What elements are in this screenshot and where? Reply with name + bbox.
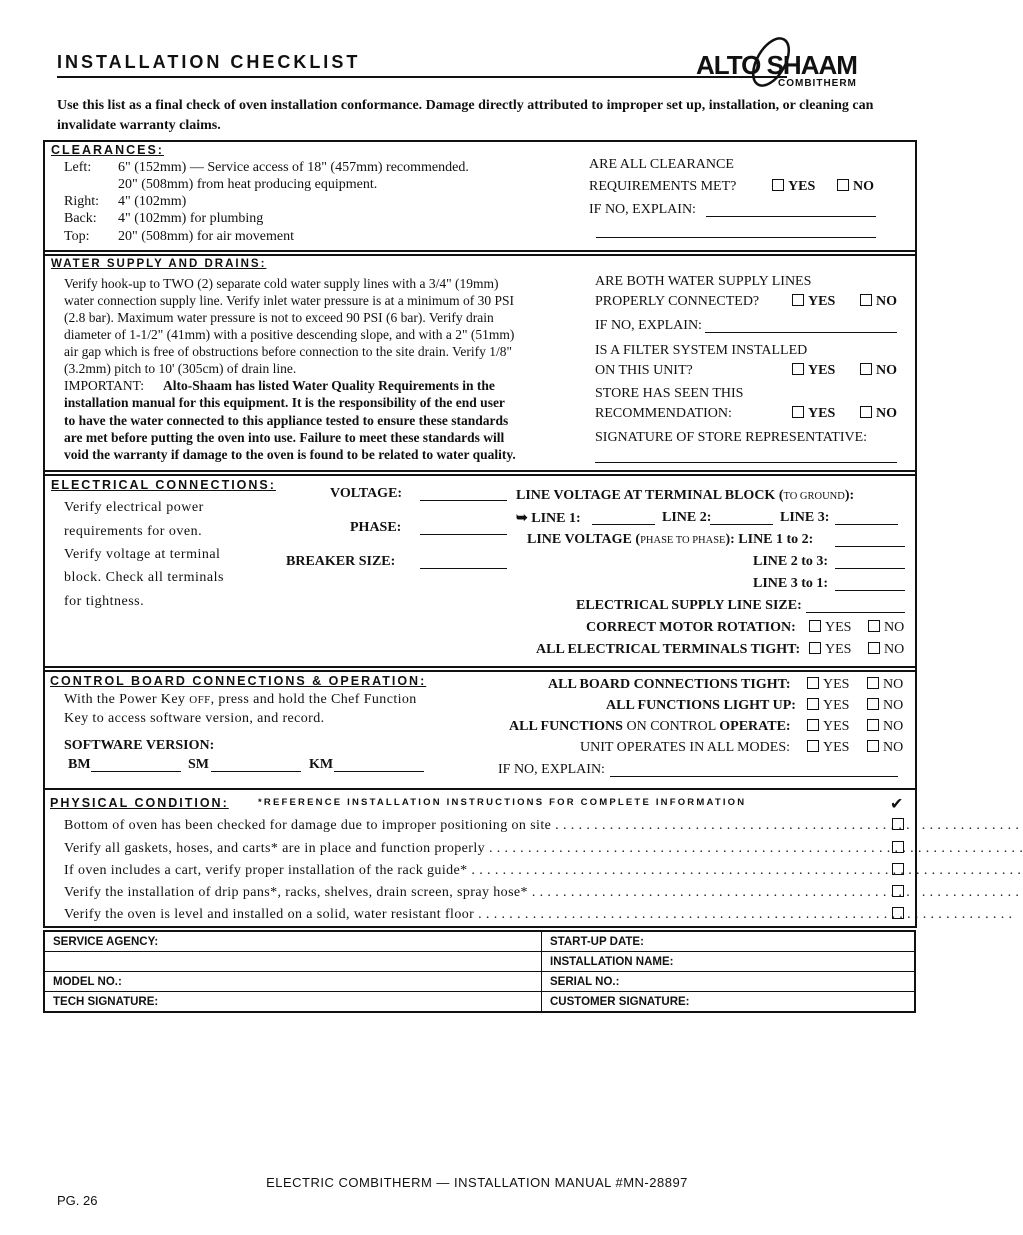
physical-note: *REFERENCE INSTALLATION INSTRUCTIONS FOR COMPLETE INFORMATION [258, 797, 747, 808]
control-desc-1 [64, 692, 417, 708]
all-modes-yes[interactable] [807, 740, 849, 756]
terminals-tight-no[interactable] [868, 642, 904, 658]
service-agency-cell[interactable] [44, 931, 542, 952]
motor-rotation-label: CORRECT MOTOR ROTATION: [586, 620, 796, 635]
line3-label: LINE 3: [780, 510, 830, 525]
no-label: NO [884, 642, 905, 657]
checkmark-icon: ✔ [890, 796, 904, 813]
water-signature-label: SIGNATURE OF STORE REPRESENTATIVE: [595, 430, 868, 445]
service-agency-label: SERVICE AGENCY: [53, 935, 159, 948]
clearance-value-left: 6" (152mm) — Service access of 18" (457mm) recommended. [118, 160, 469, 175]
electrical-desc-4: block. Check all terminals [64, 570, 224, 585]
phase-field[interactable] [420, 534, 507, 535]
line1-field[interactable] [592, 524, 655, 525]
checkbox-icon [837, 179, 849, 191]
yes-label: YES [825, 642, 852, 657]
arrow-right-icon: ➥ [516, 511, 528, 526]
physical-check-3[interactable] [892, 863, 908, 879]
no-label: NO [853, 179, 874, 194]
control-explain-label: IF NO, EXPLAIN: [498, 762, 605, 777]
checkbox-icon [867, 740, 879, 752]
water-q-store-2: RECOMMENDATION: [595, 406, 732, 421]
water-both-yes[interactable] [792, 294, 835, 310]
checkbox-icon [792, 294, 804, 306]
yes-label: YES [808, 406, 836, 421]
page-number: PG. 26 [57, 1193, 98, 1208]
lv-text: LINE VOLTAGE ( [527, 532, 641, 547]
clearance-value-top: 20" (508mm) for air movement [118, 229, 295, 244]
sm-label: SM [188, 757, 209, 772]
water-line-3: (2.8 bar). Maximum water pressure is not to exceed 90 PSI (6 bar). Verify drain [64, 310, 494, 325]
line12-field[interactable] [835, 546, 905, 547]
line3-field[interactable] [835, 524, 898, 525]
line31-label: LINE 3 to 1: [753, 576, 829, 591]
blank-cell[interactable] [44, 952, 542, 972]
water-both-no[interactable] [860, 294, 897, 310]
physical-check-5[interactable] [892, 907, 908, 923]
checkbox-icon [860, 406, 872, 418]
model-no-cell[interactable] [44, 972, 542, 992]
no-label: NO [876, 294, 897, 309]
physical-item-text: Bottom of oven has been checked for damage due to improper positioning on site [64, 818, 552, 833]
no-label: NO [883, 698, 904, 713]
physical-item-text: Verify the oven is level and installed on a solid, water resistant floor [64, 907, 475, 922]
yes-label: YES [788, 179, 816, 194]
motor-rotation-yes[interactable] [809, 620, 851, 636]
water-important-2: installation manual for this equipment. It is the responsibility of the end user [64, 395, 505, 410]
km-field[interactable] [334, 771, 424, 772]
supply-size-label: ELECTRICAL SUPPLY LINE SIZE: [576, 598, 802, 613]
clearance-label-back: Back: [64, 211, 97, 226]
table-row [44, 931, 915, 952]
terminals-tight-label: ALL ELECTRICAL TERMINALS TIGHT: [536, 642, 801, 657]
physical-item-1: Bottom of oven has been checked for damage due to improper positioning on site . . . . . . . . . . . . . . . . . . . . . . . . . . . . . . . . . . . . . . . . . . . . . . . . . . . . . . . . . . . . [64, 818, 1020, 833]
yes-label: YES [823, 719, 850, 734]
no-label: NO [883, 719, 904, 734]
checkbox-icon [792, 363, 804, 375]
l12-text: ): LINE 1 to 2: [725, 532, 814, 547]
water-filter-no[interactable] [860, 363, 897, 379]
line2-label: LINE 2: [662, 510, 712, 525]
model-no-label: MODEL NO.: [53, 975, 122, 988]
checkbox-icon [892, 818, 904, 830]
water-q-store-1: STORE HAS SEEN THIS [595, 386, 744, 401]
physical-item-3: If oven includes a cart, verify proper installation of the rack guide* . . . . . . . . . . . . . . . . . . . . . . . . . . . . . . . . . . . . . . . . . . . . . . . . . . . . . . . . . . . . . . . . . . . . . . . [64, 863, 1022, 878]
bm-field[interactable] [91, 771, 181, 772]
line1-label: LINE 1: [531, 511, 581, 526]
checkbox-icon [807, 719, 819, 731]
functions-light-label: ALL FUNCTIONS LIGHT UP: [606, 698, 796, 713]
customer-signature-label: CUSTOMER SIGNATURE: [550, 995, 690, 1008]
sm-field[interactable] [211, 771, 301, 772]
q3b: ON CONTROL [622, 719, 720, 734]
board-connections-no[interactable] [867, 677, 903, 693]
clearance-explain-label: IF NO, EXPLAIN: [589, 202, 696, 217]
water-q-both-2: PROPERLY CONNECTED? [595, 294, 760, 309]
control-explain-line[interactable] [610, 776, 898, 777]
page-title: INSTALLATION CHECKLIST [57, 52, 361, 72]
voltage-label: VOLTAGE: [330, 486, 403, 501]
ptp-text: PHASE TO PHASE [640, 535, 726, 546]
line-readings-row [516, 510, 581, 527]
software-version-label: SOFTWARE VERSION: [64, 738, 215, 753]
to-ground-text: TO GROUND [783, 491, 845, 502]
serial-no-label: SERIAL NO.: [550, 975, 620, 988]
line-voltage-terminal-label [516, 488, 854, 504]
desc1a: With the Power Key [64, 692, 190, 707]
water-line-5: air gap which is free of obstructions before connection to the site drain. Verify 1/8" [64, 344, 513, 359]
clearance-label-right: Right: [64, 194, 100, 209]
physical-item-2: Verify all gaskets, hoses, and carts* are in place and function properly . . . . . . . . . . . . . . . . . . . . . . . . . . . . . . . . . . . . . . . . . . . . . . . . . . . . . . . . . . . . . . . . . . . . . [64, 841, 1023, 856]
clearance-question-1: ARE ALL CLEARANCE [589, 157, 734, 172]
functions-operate-yes[interactable] [807, 719, 849, 735]
no-label: NO [883, 740, 904, 755]
checkbox-icon [892, 885, 904, 897]
tech-signature-cell[interactable] [44, 992, 542, 1013]
logo-wordmark: ALTO SHAAM [696, 50, 857, 80]
yes-label: YES [808, 363, 836, 378]
control-desc-2: Key to access software version, and record. [64, 711, 325, 726]
no-label: NO [884, 620, 905, 635]
checkbox-icon [860, 363, 872, 375]
clearance-explain-line-2[interactable] [596, 237, 876, 238]
water-important-label: IMPORTANT: [64, 378, 144, 393]
water-store-yes[interactable] [792, 406, 835, 422]
water-important-1: Alto-Shaam has listed Water Quality Requirements in the [163, 378, 495, 393]
water-important-5: void the warranty if damage to the oven is found to be related to water quality. [64, 447, 516, 462]
board-connections-label: ALL BOARD CONNECTIONS TIGHT: [548, 677, 791, 692]
clearance-value-left-2: 20" (508mm) from heat producing equipment. [118, 177, 378, 192]
tech-signature-label: TECH SIGNATURE: [53, 995, 159, 1008]
lvt-text: LINE VOLTAGE AT TERMINAL BLOCK ( [516, 488, 784, 503]
water-important-3: to have the water connected to this appliance tested to ensure these standards [64, 413, 509, 428]
water-line-2: water connection supply line. Verify inlet water pressure is at a minimum of 30 PSI [64, 293, 515, 308]
checkbox-icon [867, 677, 879, 689]
lvt-close: ): [844, 488, 855, 503]
clearance-explain-line-1[interactable] [706, 216, 876, 217]
water-signature-line[interactable] [595, 462, 897, 463]
physical-item-4: Verify the installation of drip pans*, racks, shelves, drain screen, spray hose* . . . . . . . . . . . . . . . . . . . . . . . . . . . . . . . . . . . . . . . . . . . . . . . . . . . . . . . . . . . . . . . [64, 885, 1020, 900]
installation-name-cell[interactable] [542, 952, 916, 972]
yes-label: YES [823, 698, 850, 713]
terminals-tight-yes[interactable] [809, 642, 851, 658]
checkbox-icon [892, 841, 904, 853]
electrical-desc-2: requirements for oven. [64, 524, 203, 539]
serial-no-cell[interactable] [542, 972, 916, 992]
water-explain-label: IF NO, EXPLAIN: [595, 318, 702, 333]
startup-date-cell[interactable] [542, 931, 916, 952]
installation-info-table [43, 930, 916, 1013]
installation-name-label: INSTALLATION NAME: [550, 955, 674, 968]
title-rule [57, 76, 787, 78]
water-q-filter-2: ON THIS UNIT? [595, 363, 693, 378]
clearance-label-left: Left: [64, 160, 92, 175]
footer-manual-title: ELECTRIC COMBITHERM — INSTALLATION MANUAL #MN-28897 [266, 1175, 688, 1190]
yes-label: YES [823, 677, 850, 692]
line23-field[interactable] [835, 568, 905, 569]
q3a: ALL FUNCTIONS [509, 719, 623, 734]
breaker-label: BREAKER SIZE: [286, 554, 396, 569]
bm-label: BM [68, 757, 91, 772]
checkbox-icon [867, 698, 879, 710]
physical-check-4[interactable] [892, 885, 908, 901]
checkbox-icon [792, 406, 804, 418]
electrical-desc-1: Verify electrical power [64, 500, 204, 515]
checkbox-icon [892, 907, 904, 919]
functions-light-no[interactable] [867, 698, 903, 714]
off-text: OFF [189, 694, 211, 706]
electrical-desc-3: Verify voltage at terminal [64, 547, 221, 562]
table-row [44, 972, 915, 992]
checkbox-icon [807, 698, 819, 710]
water-line-4: diameter of 1-1/2" (41mm) with a positive descending slope, and with a 2" (51mm) [64, 327, 515, 342]
clearance-value-back: 4" (102mm) for plumbing [118, 211, 264, 226]
water-filter-yes[interactable] [792, 363, 835, 379]
alto-shaam-logo [696, 32, 886, 92]
logo-subtitle: COMBITHERM [778, 78, 857, 89]
desc1b: , press and hold the Chef Function [210, 692, 417, 707]
line2-field[interactable] [710, 524, 773, 525]
clearance-question-2: REQUIREMENTS MET? [589, 179, 737, 194]
checkbox-icon [868, 642, 880, 654]
water-important-4: are met before putting the oven into use. Failure to meet these standards will [64, 430, 505, 445]
checkbox-icon [809, 620, 821, 632]
no-label: NO [876, 363, 897, 378]
physical-item-5: Verify the oven is level and installed on a solid, water resistant floor . . . . . . . . . . . . . . . . . . . . . . . . . . . . . . . . . . . . . . . . . . . . . . . . . . . . . . . . . . . . . . . . . . . . . [64, 907, 1013, 922]
line-voltage-phase-label [527, 532, 813, 548]
motor-rotation-no[interactable] [868, 620, 904, 636]
intro-text: Use this list as a final check of oven installation conformance. Damage directly attributed to improper set up, installation, or cleaning can invalidate warranty claims. [57, 98, 874, 133]
phase-label: PHASE: [350, 520, 402, 535]
functions-light-yes[interactable] [807, 698, 849, 714]
functions-operate-label [509, 719, 791, 735]
voltage-field[interactable] [420, 500, 507, 501]
checkbox-icon [868, 620, 880, 632]
startup-date-label: START-UP DATE: [550, 935, 644, 948]
functions-operate-no[interactable] [867, 719, 903, 735]
water-line-6: (3.2mm) pitch to 10' (305cm) of drain line. [64, 361, 297, 376]
no-label: NO [876, 406, 897, 421]
all-modes-no[interactable] [867, 740, 903, 756]
water-q-filter-1: IS A FILTER SYSTEM INSTALLED [595, 343, 808, 358]
clearance-value-right: 4" (102mm) [118, 194, 187, 209]
q3c: OPERATE: [719, 719, 791, 734]
km-label: KM [309, 757, 334, 772]
water-line-1: Verify hook-up to TWO (2) separate cold water supply lines with a 3/4" (19mm) [64, 276, 499, 291]
customer-signature-cell[interactable] [542, 992, 916, 1013]
physical-item-text: Verify all gaskets, hoses, and carts* are in place and function properly [64, 841, 486, 856]
physical-check-1[interactable] [892, 818, 908, 834]
checkbox-icon [809, 642, 821, 654]
no-label: NO [883, 677, 904, 692]
board-connections-yes[interactable] [807, 677, 849, 693]
physical-item-text: Verify the installation of drip pans*, racks, shelves, drain screen, spray hose* [64, 885, 528, 900]
water-store-no[interactable] [860, 406, 897, 422]
physical-check-2[interactable] [892, 841, 908, 857]
yes-label: YES [825, 620, 852, 635]
clearance-yes-option[interactable] [772, 179, 815, 195]
checkbox-icon [867, 719, 879, 731]
yes-label: YES [808, 294, 836, 309]
water-q-both-1: ARE BOTH WATER SUPPLY LINES [595, 274, 812, 289]
table-row [44, 952, 915, 972]
checkbox-icon [892, 863, 904, 875]
checkbox-icon [807, 677, 819, 689]
all-modes-label: UNIT OPERATES IN ALL MODES: [580, 740, 791, 755]
physical-item-text: If oven includes a cart, verify proper installation of the rack guide* [64, 863, 468, 878]
yes-label: YES [823, 740, 850, 755]
water-heading: WATER SUPPLY AND DRAINS: [51, 258, 267, 270]
clearance-no-option[interactable] [837, 179, 874, 195]
breaker-field[interactable] [420, 568, 507, 569]
control-heading: CONTROL BOARD CONNECTIONS & OPERATION: [50, 674, 427, 688]
line23-label: LINE 2 to 3: [753, 554, 829, 569]
physical-heading: PHYSICAL CONDITION: [50, 796, 229, 810]
checkbox-icon [860, 294, 872, 306]
clearance-label-top: Top: [64, 229, 90, 244]
clearances-heading: CLEARANCES: [51, 143, 164, 157]
checkbox-icon [772, 179, 784, 191]
checkbox-icon [807, 740, 819, 752]
supply-size-field[interactable] [806, 612, 905, 613]
line31-field[interactable] [835, 590, 905, 591]
water-explain-line[interactable] [705, 332, 897, 333]
electrical-desc-5: for tightness. [64, 594, 145, 609]
electrical-heading: ELECTRICAL CONNECTIONS: [51, 478, 276, 492]
table-row [44, 992, 915, 1013]
